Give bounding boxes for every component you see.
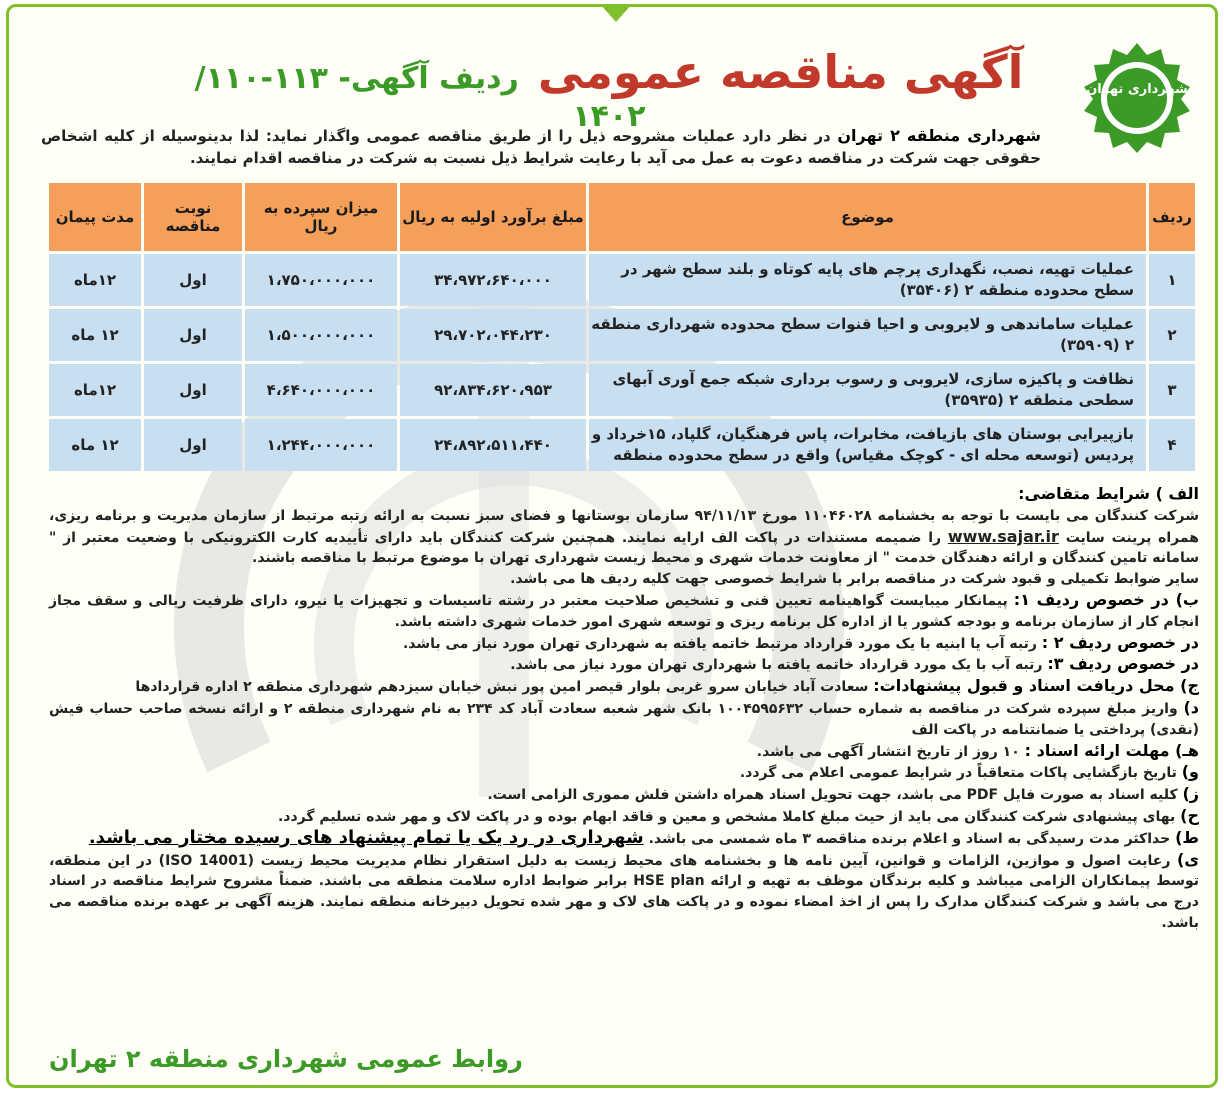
- section-alef-heading: الف ) شرایط متقاضی:: [1018, 484, 1199, 503]
- header-round: نوبت مناقصه: [144, 183, 242, 251]
- section-be-heading: ب) در خصوص ردیف ۱:: [1013, 589, 1199, 609]
- header-duration: مدت پیمان: [49, 183, 141, 251]
- section-ze-heading: ز): [1182, 784, 1199, 804]
- intro-paragraph: [41, 125, 1041, 169]
- section-row3-heading: در خصوص ردیف ۳:: [1047, 654, 1199, 674]
- header-deposit: میزان سپرده به ریال: [245, 183, 397, 251]
- section-ye-text: رعایت اصول و موازین، الزامات و قوانین، آیین نامه ها و بخشنامه های محیط زیست به دلیل استقرار نظام مدیریت محیط زیست (ISO 14001) در این منطقه، توسط پیمانکاران الزامی میباشد و کلیه برندگان موظف به تهیه و ارائه HSE plan برابر ضوابط اداره سلامت منطقه می باشند. ضمناً مشروح شرایط مناقصه در اسناد درج می باشد و شرکت کنندگان مدارک را پس از اخذ امضاء نموده و در پاکت های لاک و مهر شده تحویل دبیرخانه منطقه نمایند. هزینه آگهی بر عهده برنده مناقصه می باشد.: [49, 852, 1200, 931]
- section-ze: [49, 784, 1199, 806]
- header-row-number: ردیف: [1149, 183, 1195, 251]
- section-ta-text: حداکثر مدت رسیدگی به اسناد و اعلام برنده مناقصه ۳ ماه شمسی می باشد.: [648, 830, 1176, 847]
- section-ta: [49, 828, 1199, 850]
- cell-duration: ۱۲ماه: [49, 364, 141, 416]
- rejection-right-statement: شهرداری در رد یک یا تمام پیشنهاد های رسیده مختار می باشد.: [88, 826, 644, 848]
- organization-name: شهرداری منطقه ۲ تهران: [837, 126, 1042, 145]
- notice-title: آگهی مناقصه عمومی: [537, 45, 1024, 99]
- section-row3: [49, 654, 1199, 676]
- section-jim-heading: ج) محل دریافت اسناد و قبول پیشنهادات:: [873, 676, 1199, 696]
- top-notch: [600, 4, 632, 22]
- section-alef-extra: سایر ضوابط تکمیلی و قبود شرکت در مناقصه برابر با شرایط خصوصی جهت کلیه ردیف ها می باشد.: [510, 571, 1199, 588]
- section-ye-heading: ی): [1177, 849, 1200, 869]
- cell-round: اول: [144, 364, 242, 416]
- cell-estimate: ۲۹،۷۰۲،۰۴۴،۲۳۰: [400, 309, 586, 361]
- cell-estimate: ۹۲،۸۳۴،۶۲۰،۹۵۳: [400, 364, 586, 416]
- cell-duration: ۱۲ماه: [49, 254, 141, 306]
- table-row: [49, 364, 1195, 416]
- section-vav-heading: و): [1181, 762, 1199, 782]
- section-vav: [49, 762, 1199, 784]
- section-alef-text-2: را ضمیمه مستندات در پاکت الف ارایه نمایند. همچنین شرکت کنندگان باید دارای تأییدیه کارت الکترونیکی با وضعیت معتبر از " سامانه تامین کنندگان و ارائه دهندگان خدمت " از معاونت خدمات شهری و محیط زیست شهرداری تهران با موضوع مرتبط با مناقصه باشند.: [49, 529, 1199, 567]
- notice-number: ردیف آگهی- ۱۱۳-۱۱۰/ ۱۴۰۲: [194, 61, 646, 134]
- cell-estimate: ۳۴،۹۷۲،۶۴۰،۰۰۰: [400, 254, 586, 306]
- table-row: [49, 309, 1195, 361]
- cell-round: اول: [144, 309, 242, 361]
- section-row3-text: رتبه آب با یک مورد قرارداد خاتمه یافته با شهرداری تهران مورد نیاز می باشد.: [510, 657, 1048, 674]
- title-row: [159, 45, 1059, 134]
- section-dal-heading: د): [1183, 697, 1199, 717]
- section-he2: [49, 806, 1199, 828]
- cell-row-number: ۳: [1149, 364, 1195, 416]
- section-dal: [49, 698, 1199, 741]
- header-estimate: مبلغ برآورد اولیه به ریال: [400, 183, 586, 251]
- table-row: [49, 254, 1195, 306]
- section-ye: [49, 850, 1199, 934]
- section-ta-heading: ط): [1175, 827, 1199, 847]
- intro-text: در نظر دارد عملیات مشروحه ذیل را از طریق مناقصه عمومی واگذار نماید: لذا بدینوسیله از کلیه اشخاص حقوقی جهت شرکت در مناقصه دعوت به عمل می آید با رعایت شرایط ذیل نسبت به شرکت در مناقصه اقدام نمایند.: [41, 127, 1041, 167]
- cell-subject: بازپیرایی بوستان های بازیافت، مخابرات، پاس فرهنگیان، گلپاد، ۱۵خرداد و پردیس (توسعه محله ای - کوچک مقیاس) واقع در سطح محدوده منطقه: [589, 419, 1146, 471]
- section-ze-text: کلیه اسناد به صورت فایل PDF می باشد، جهت تحویل اسناد همراه داشتن فلش مموری الزامی است.: [487, 787, 1183, 804]
- section-jim: [49, 676, 1199, 698]
- cell-deposit: ۱،۷۵۰،۰۰۰،۰۰۰: [245, 254, 397, 306]
- cell-row-number: ۴: [1149, 419, 1195, 471]
- cell-row-number: ۲: [1149, 309, 1195, 361]
- section-jim-text: سعادت آباد خیابان سرو غربی بلوار قیصر امین پور نبش خیابان سیزدهم شهرداری منطقه ۲ اداره قراردادها: [135, 679, 874, 696]
- section-row2: [49, 633, 1199, 655]
- cell-subject: عملیات تهیه، نصب، نگهداری پرچم های پایه کوتاه و بلند سطح شهر در سطح محدوده منطقه ۲ (۳۵۴۰۶): [589, 254, 1146, 306]
- section-vav-text: تاریخ بازگشایی پاکات متعاقباً در شرایط عمومی اعلام می گردد.: [739, 765, 1182, 782]
- section-he-heading: هـ) مهلت ارائه اسناد :: [1024, 740, 1199, 760]
- cell-duration: ۱۲ ماه: [49, 309, 141, 361]
- header-subject: موضوع: [589, 183, 1146, 251]
- tehran-municipality-logo: [1077, 37, 1197, 157]
- conditions-section: [49, 484, 1199, 934]
- notice-page: [6, 4, 1218, 1088]
- section-row2-heading: در خصوص ردیف ۲ :: [1041, 632, 1199, 652]
- section-be: [49, 590, 1199, 633]
- cell-round: اول: [144, 419, 242, 471]
- section-alef: [49, 506, 1199, 569]
- section-dal-text: واریز مبلغ سپرده شرکت در مناقصه به شماره حساب ۱۰۰۴۵۹۵۶۳۲ بانک شهر شعبه سعادت آباد کد ۲۳۴ به نام شهرداری منطقه ۲ و ارائه نسخه صاحب حساب فیش (نقدی) پرداختی یا ضمانتنامه در پاکت الف: [49, 700, 1199, 738]
- section-he-text: ۱۰ روز از تاریخ انتشار آگهی می باشد.: [756, 743, 1025, 760]
- cell-subject: نظافت و پاکیزه سازی، لایروبی و رسوب برداری شبکه جمع آوری آبهای سطحی منطقه ۲ (۳۵۹۳۵): [589, 364, 1146, 416]
- section-row2-text: رتبه آب یا ابنیه با یک مورد قرارداد مرتبط خاتمه یافته به شهرداری تهران مورد نیاز می باشد.: [402, 635, 1042, 652]
- cell-deposit: ۱،۵۰۰،۰۰۰،۰۰۰: [245, 309, 397, 361]
- cell-deposit: ۱،۲۴۴،۰۰۰،۰۰۰: [245, 419, 397, 471]
- cell-round: اول: [144, 254, 242, 306]
- section-alef-text: شرکت کنندگان می بایست با توجه به بخشنامه ۱۱۰۴۶۰۲۸ مورخ ۹۴/۱۱/۱۳ سازمان بوستانها و فضای سبز نسبت به ارائه رتبه مرتبط از سازمان مدیریت و برنامه ریزی، همراه پرینت سایت: [49, 507, 1200, 546]
- tender-table: [46, 180, 1198, 474]
- footer-signature: روابط عمومی شهرداری منطقه ۲ تهران: [49, 1045, 523, 1073]
- sajar-link[interactable]: www.sajar.ir: [947, 526, 1059, 546]
- logo-text: شهرداری تهران: [1086, 82, 1188, 97]
- cell-deposit: ۴،۶۴۰،۰۰۰،۰۰۰: [245, 364, 397, 416]
- section-he: [49, 741, 1199, 763]
- section-he2-heading: ح): [1180, 805, 1199, 825]
- table-row: [49, 419, 1195, 471]
- cell-subject: عملیات ساماندهی و لایروبی و احیا قنوات سطح محدوده شهرداری منطقه ۲ (۳۵۹۰۹): [589, 309, 1146, 361]
- cell-row-number: ۱: [1149, 254, 1195, 306]
- table-header-row: [49, 183, 1195, 251]
- cell-duration: ۱۲ ماه: [49, 419, 141, 471]
- cell-estimate: ۲۴،۸۹۲،۵۱۱،۴۴۰: [400, 419, 586, 471]
- section-he2-text: بهای پیشنهادی شرکت کنندگان می باید از حیث مبلغ کاملا مشخص و معین و فاقد ابهام بوده و در پاکت لاک و مهر شده تسلیم گردد.: [277, 808, 1181, 825]
- section-be-text: پیمانکار میبایست گواهینامه تعیین فنی و تشخیص صلاحیت معتبر در رشته تاسیسات و تجهیزات یا نیرو، دارای ظرفیت ریالی و سقف مجاز انجام کار از سازمان برنامه و بودجه کشور یا از اداره کل برنامه ریزی و توسعه شهری امور خدمات شهری داشته باشد.: [49, 592, 1199, 630]
